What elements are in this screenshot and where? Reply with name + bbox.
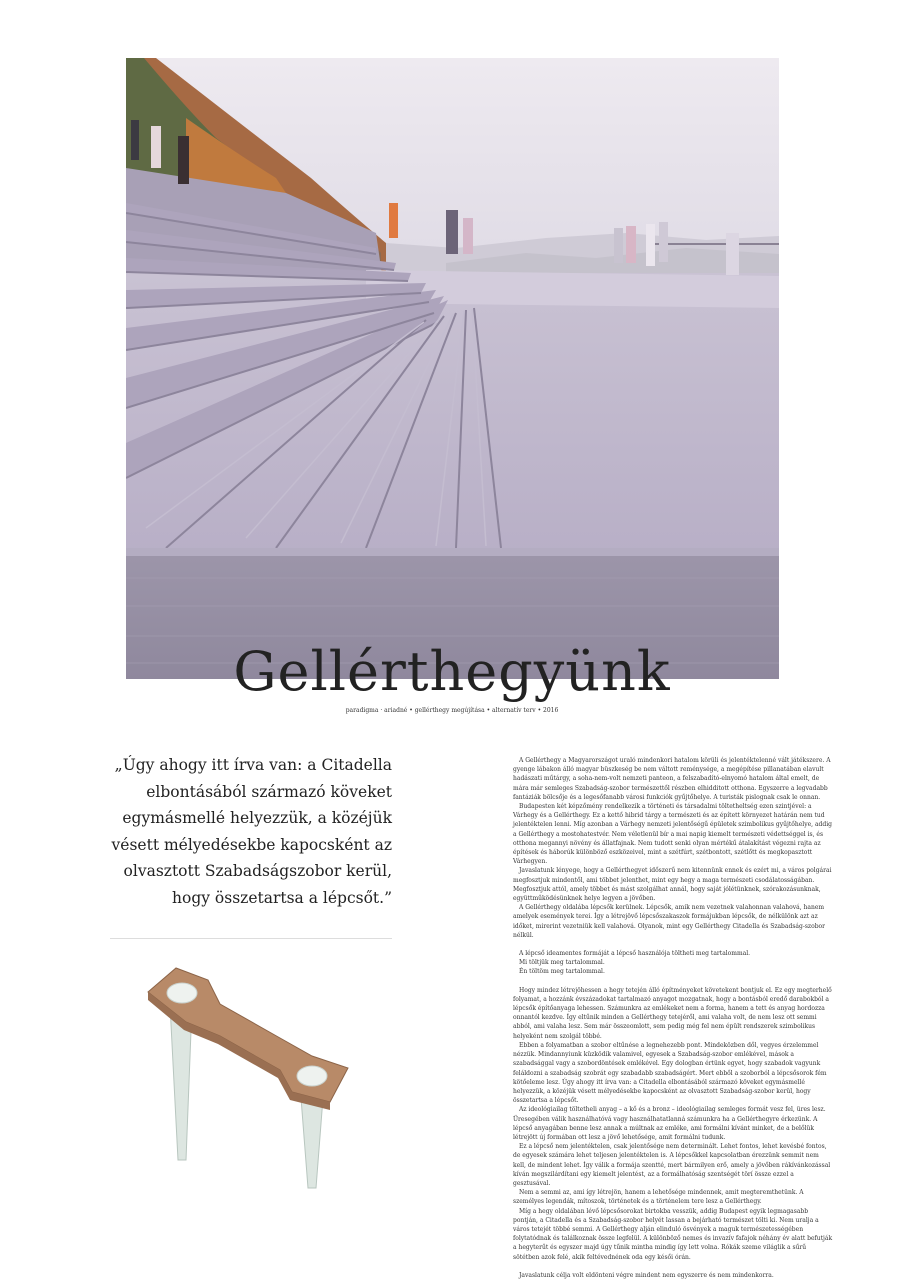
- body-paragraph: Mi töltjük meg tartalommal.: [519, 959, 605, 967]
- page-title: Gellérthegyünk: [233, 640, 671, 703]
- page-subtitle: paradigma · ariadné • gellérthegy megújítása • alternatív terv • 2016: [345, 707, 559, 714]
- body-paragraph: Az ideológiailag töltetheli anyag – a kő és a bronz – ideológiailag semleges formát vesz fel, üres lesz. Üresegében válik használhatóvá vagy használhatatlanná számunkra ha a Gellérthegyre érkezünk. A lépcső anyagában benne lesz annak a múltnak az emléke, ami formálni kívánt minket, de a belőlük létrejött új formában ott lesz a jövő lehetősége, amit formálni tudunk.: [513, 1106, 826, 1141]
- stone-clamp-model: [140, 960, 362, 1196]
- body-text: [513, 756, 833, 1280]
- body-paragraph: A lépcső ideamentes formáját a lépcső használója töltheti meg tartalommal.: [519, 950, 751, 958]
- divider: [110, 938, 392, 939]
- body-paragraph: Budapesten két képzőmény rendelkezik a történeti és társadalmi töltetheltség ezen szintjével: a Várhegy és a Gellérthegy. Ez a kettő hibrid tárgy a természeti és az épített környezet határán nem tud jelentéktelen lenni. Míg azonban a Várhegy nemzeti jelentőségű épületek szimbolikus gyűjtőhelye, addig a Gellérthegy a mostohatestvér. Nem véletlenül bír a mai napig kiemelt természeti védettséggel is, és otthona megannyi növény és állatfajnak. Nem tudott senki olyan mértékű átalakítást végezni rajta az építések és háborúk különböző eszközeivel, mint a szétfúrt, szétbontott, szétlőtt és megkopasztott Várhegyen.: [513, 803, 832, 866]
- body-paragraph: Ez a lépcső nem jelentéktelen, csak jelentősége nem determinált. Lehet fontos, lehet kevésbé fontos, de egyesek számára lehet teljesen jelentéktelen is. A lépcsőkkel kapcsolatban érezzünk semmit nem kell, de mindent lehet. Így válik a formája szentté, mert bármilyen erő, amely a jövőben rákívánkozással kíván megszilárdítani egy kiemelt jelentést, az a formálhatóság szentségét törí össze ezzel a gesztusával.: [513, 1143, 831, 1187]
- body-paragraph: Javaslatunk lényege, hogy a Gellérthegyet időszerű nem kitennünk ennek és ezért mi, a város polgárai megfosztjuk mindentől, ami többet jelenthet, mint egy hegy a maga természeti csodálatosságában. Megfosztjuk attól, amely többet és mást szolgálhat annál, hogy saját jólétünknek, szórakozásunknak, együttműködésünknek helye legyen a jövőben.: [513, 867, 832, 903]
- body-paragraph: Míg a hegy oldalában lévő lépcsősorokat birtokba vesszük, addig Budapest egyik legmagasabb pontján, a Citadella és a Szabadság-szobor helyét lassan a bejárható természet tölti ki. Nem uralja a város tetejét többé semmi. A Gellérthegy alján elinduló ösvények a maguk természetességében folytatódnak és találkoznak össze legfelül. A különböző nemes és invazív fafajok néhány év alatt befutják a hegyterűt és egyszer majd úgy tűnik mintha mindig így lett volna. Rókák szeme világlik a sűrű sötétben azok felé, akik feltévednének oda egy késői órán.: [513, 1207, 833, 1261]
- body-paragraph: A Gellérthegy oldalába lépcsők kerülnek. Lépcsők, amik nem vezetnek valahonnan valahová, hanem amelyek események terei. Így a létrejövő lépcsőszakaszok formájukban lépcsők, de nélkülönk azt az időket, mirerint vezetniük kell valahová. Olyanok, mint egy Gellérthegy Citadella és Szabadság-szobor nélkül.: [513, 904, 826, 939]
- body-paragraph: A Gellérthegy a Magyarországot uraló mindenkori hatalom körüli és jelentéktelenné vált játékszere. A gyenge lábakon álló magyar büszkeség be nem váltott reménysége, a megépítése pillanatában elavult hadászati műtárgy, a soha-nem-volt nemzeti panteon, a felszabadító-elnyomó hatalom által emelt, de mára már semleges Szabadság-szobor természettől részben elhidditott otthona. Egyszerre a legvadabb fantáziák bölcsője és a legesőfanabb városi funkciók gyűjtőhelye. A turisták pislognak csak le onnan.: [513, 757, 831, 801]
- body-paragraph: Nem a semmi az, ami így létrejön, hanem a lehetősége mindennek, amit megteremthetünk. A személyes legendák, mítoszok, történetek és a történelem tere lesz a Gellérthegy.: [513, 1189, 804, 1206]
- hero-photo: [126, 58, 779, 679]
- body-paragraph: Javaslatunk célja volt eldönteni végre mindent nem egyszerre és nem mindenkorra.: [519, 1271, 774, 1279]
- body-paragraph: Én töltöm meg tartalommal.: [519, 968, 605, 976]
- staircase-illustration: [126, 58, 779, 679]
- clamp-illustration: [140, 960, 362, 1196]
- body-paragraph: Ebben a folyamatban a szobor eltűnése a legnehezebb pont. Mindeközben dől, vegyes érzelemmel nézzük. Mindannyiunk küzködik valamivel, egyesek a Szabadság-szobor emlékével, mások a szabadsággal vagy a szobordöntések emlékével. Egy dologban értünk egyet, hogy szabadok vagyunk feláldozni a szabadság szobrát egy szabadabb szabadságért. Mert ebből a szoborból a lépcsősorok fém kötőeleme lesz. Úgy ahogy itt írva van: a Citadella elbontásából származó köveket egymásmellé helyezzük, a közéjük vésett mélyedésekbe kapocsként az olvasztott Szabadság-szobor kerül, hogy összetartsa a lépcsőt.: [513, 1041, 827, 1105]
- pull-quote: „Úgy ahogy itt írva van: a Citadella elbontásából származó köveket egymásmellé helyezzük, a közéjük vésett mélyedésekbe kapocsként az olvasztott Szabadságszobor kerül, hogy összetartsa a lépcsőt.”: [111, 756, 392, 907]
- body-paragraph: Hogy mindez létrejöhessen a hegy tetején álló építményeket követekent bontjuk el. Ez egy megterhelő folyamat, a hozzánk évszázadokat tartalmazó anyagot mozgatnak, hogy a bontásból eredő darabokból a lépcsők építőanyaga lehessen. Számunkra az emlékeket nem a forma, hanem a tett és anyag hordozza onnantól kezdve. Így eltűnik minden a Gellérthegy tetejéről, ami valaha volt, de nem lesz ott semmi abból, ami valaha lesz. Sem már összeomlott, sem pedig még fel nem épült rendszerek szimbolikus helyeként nem szolgál többé.: [513, 986, 832, 1040]
